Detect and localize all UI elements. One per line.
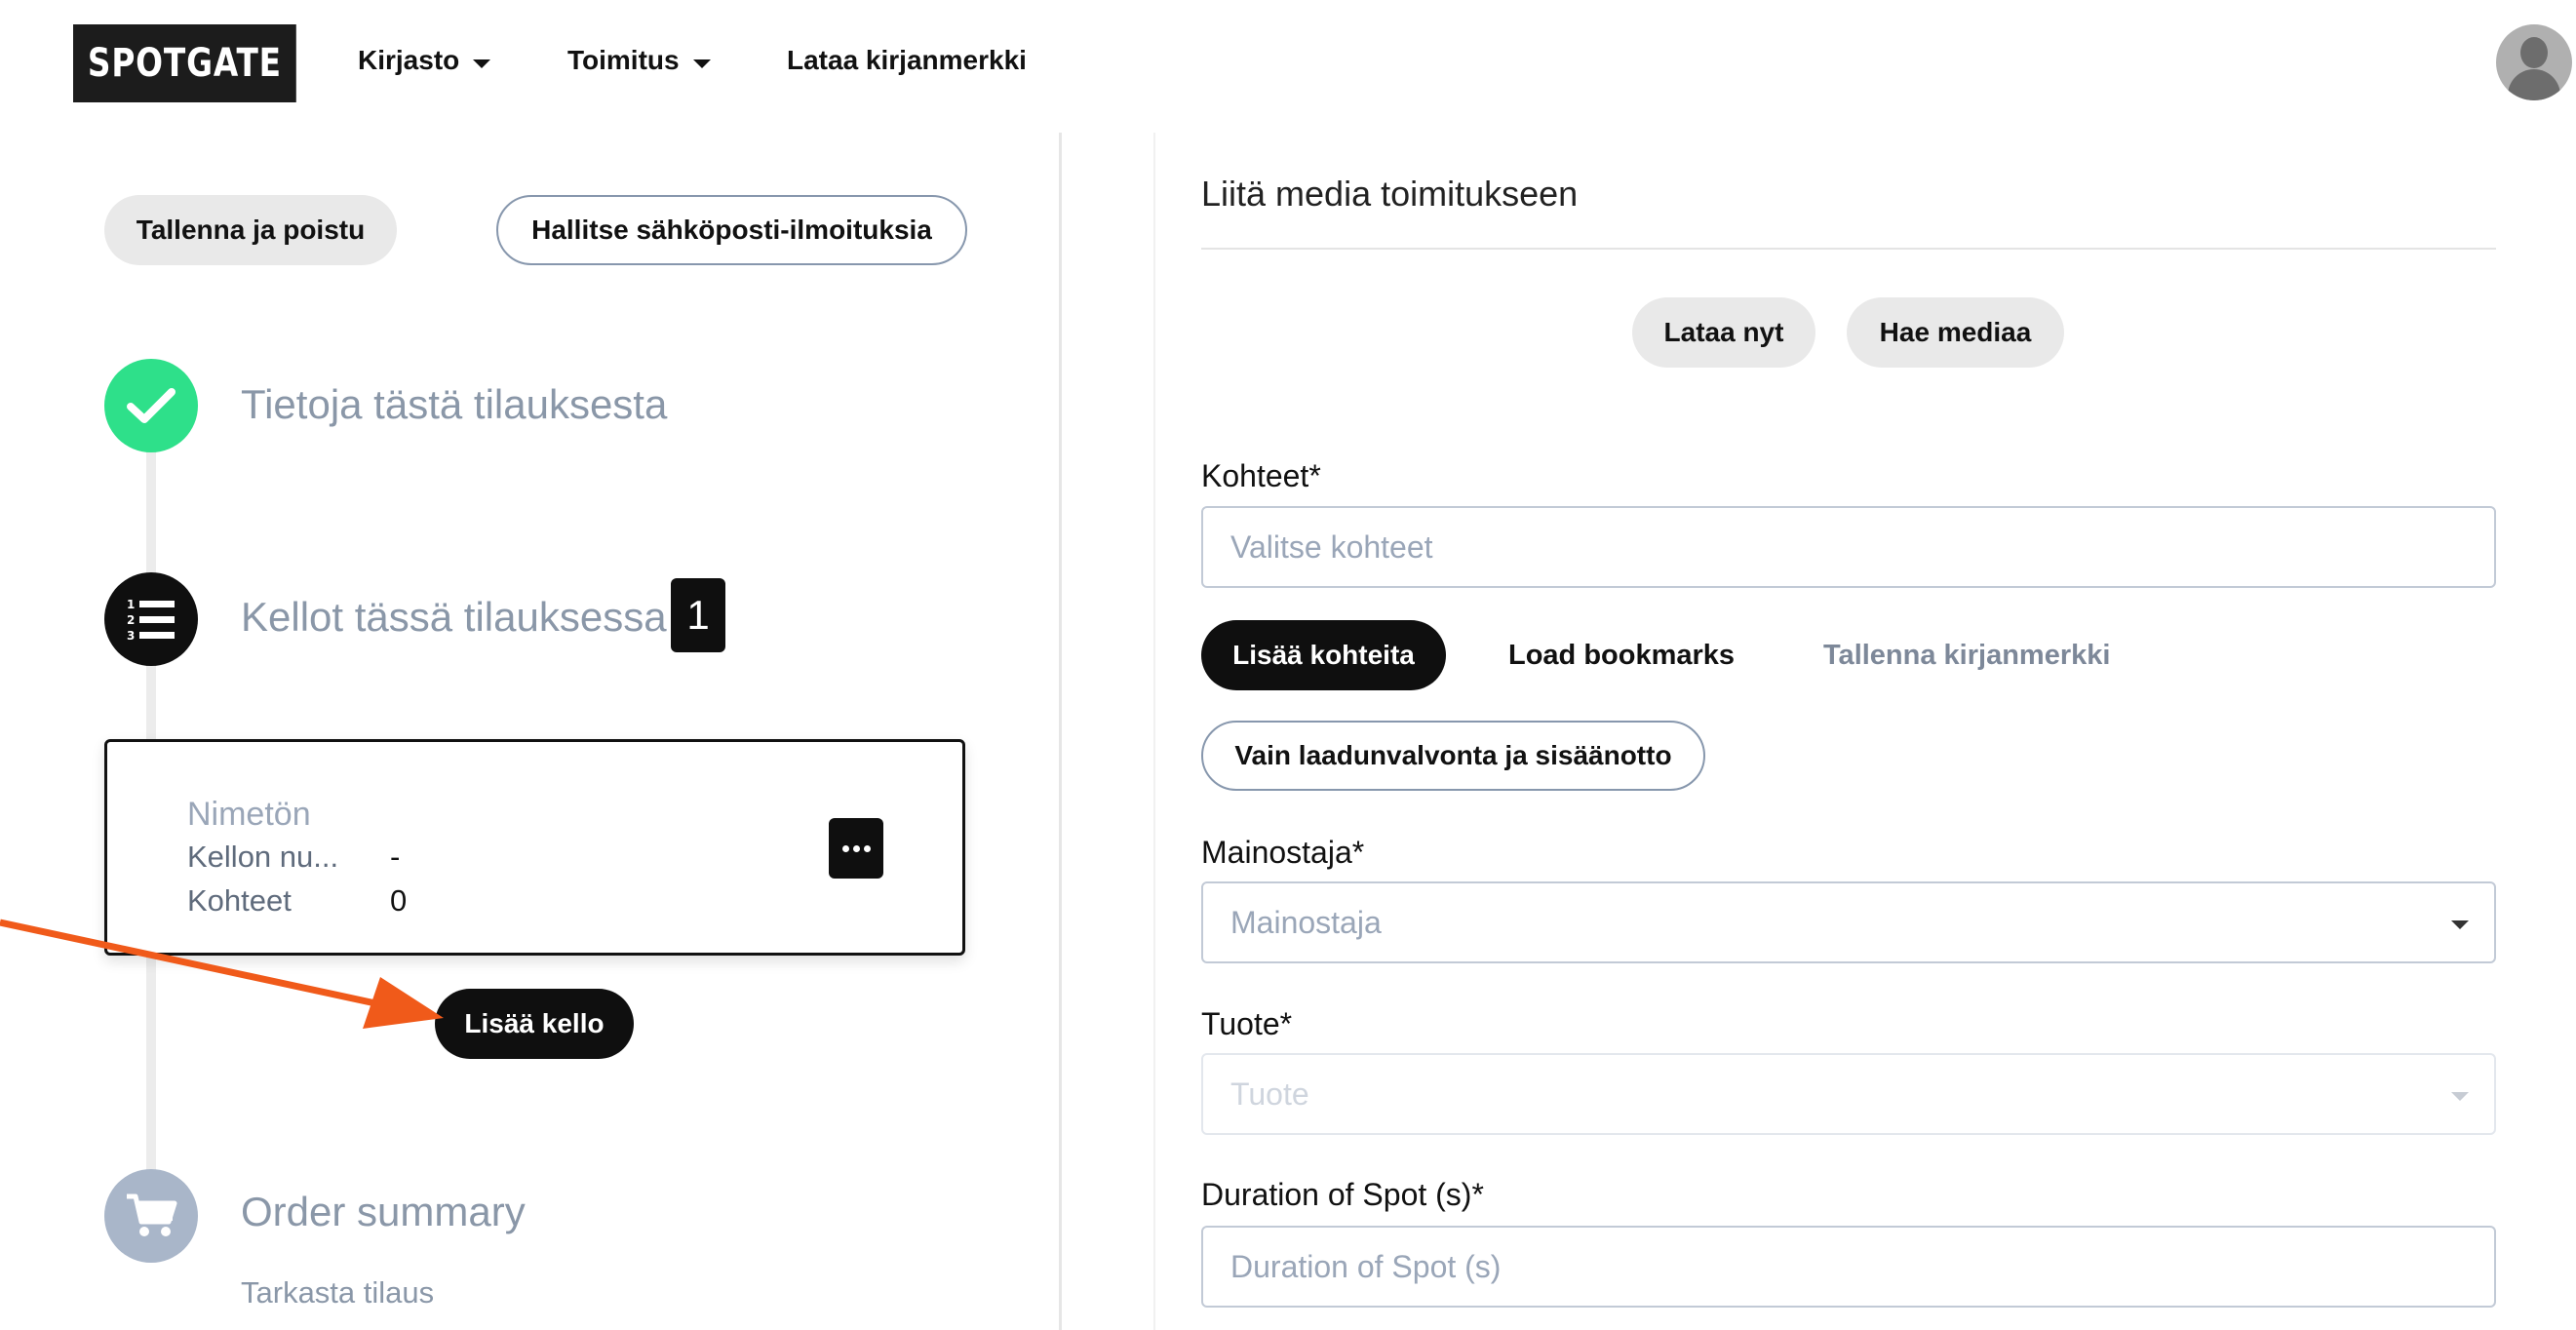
nav-kirjasto[interactable]	[358, 45, 490, 76]
step-order-info-title[interactable]: Tietoja tästä tilauksesta	[241, 381, 668, 427]
clock-targets-label: Kohteet	[187, 883, 292, 918]
clock-more-options-button[interactable]	[829, 818, 883, 879]
nav-kirjasto-label: Kirjasto	[358, 45, 460, 75]
user-avatar-icon[interactable]	[2496, 24, 2572, 100]
attach-media-title: Liitä media toimitukseen	[1201, 174, 1579, 214]
svg-text:3: 3	[127, 629, 136, 643]
advertiser-placeholder: Mainostaja	[1230, 904, 1382, 940]
targets-label: Kohteet*	[1201, 458, 1321, 493]
step-clocks-title[interactable]: Kellot tässä tilauksessa	[241, 594, 667, 640]
product-placeholder: Tuote	[1230, 1076, 1309, 1112]
ellipsis-dot-icon	[853, 845, 860, 852]
ellipsis-dot-icon	[864, 845, 871, 852]
save-and-exit-button[interactable]: Tallenna ja poistu	[104, 195, 397, 265]
review-order-link[interactable]: Tarkasta tilaus	[241, 1275, 435, 1310]
ellipsis-dot-icon	[842, 845, 849, 852]
duration-label: Duration of Spot (s)*	[1201, 1177, 1484, 1212]
chevron-down-icon	[2451, 1092, 2469, 1101]
add-clock-button[interactable]: Lisää kello	[435, 989, 634, 1059]
nav-lataa-kirjanmerkki[interactable]	[787, 45, 1027, 76]
clock-targets-value: 0	[390, 883, 408, 918]
targets-placeholder: Valitse kohteet	[1230, 528, 1433, 565]
duration-input[interactable]	[1201, 1226, 2496, 1308]
clock-number-label: Kellon nu...	[187, 840, 339, 874]
step-order-summary-title[interactable]: Order summary	[241, 1189, 526, 1234]
clock-name: Nimetön	[187, 796, 311, 833]
product-select[interactable]	[1201, 1053, 2496, 1135]
clock-count-badge: 1	[671, 578, 725, 652]
qc-and-ingest-only-button[interactable]: Vain laadunvalvonta ja sisäänotto	[1201, 721, 1705, 791]
duration-placeholder: Duration of Spot (s)	[1230, 1248, 1502, 1284]
advertiser-label: Mainostaja*	[1201, 835, 1365, 870]
nav-lataa-kirjanmerkki-label: Lataa kirjanmerkki	[787, 45, 1027, 75]
svg-text:1: 1	[127, 598, 136, 611]
manage-email-notifications-button[interactable]: Hallitse sähköposti-ilmoituksia	[496, 195, 967, 265]
product-label: Tuote*	[1201, 1006, 1293, 1041]
annotation-arrow-icon	[0, 897, 468, 1043]
avatar-body-shape	[2508, 69, 2560, 100]
upload-now-button[interactable]: Lataa nyt	[1632, 297, 1815, 368]
panel-divider	[1059, 133, 1062, 1330]
load-bookmarks-button[interactable]: Load bookmarks	[1508, 640, 1736, 671]
chevron-down-icon	[693, 59, 711, 68]
section-divider	[1201, 248, 2496, 250]
avatar-head-shape	[2520, 37, 2548, 68]
targets-select[interactable]	[1201, 506, 2496, 588]
nav-toimitus[interactable]	[567, 45, 711, 76]
panel-divider-inner	[1153, 133, 1155, 1330]
top-navigation-bar	[0, 0, 2576, 132]
fetch-media-button[interactable]: Hae mediaa	[1847, 297, 2064, 368]
clock-number-value: -	[390, 840, 401, 874]
chevron-down-icon	[473, 59, 490, 68]
cart-icon	[104, 1169, 198, 1263]
save-bookmark-button[interactable]: Tallenna kirjanmerkki	[1823, 640, 2111, 671]
chevron-down-icon	[2451, 920, 2469, 929]
numbered-list-icon	[104, 572, 198, 666]
nav-toimitus-label: Toimitus	[567, 45, 680, 75]
svg-text:2: 2	[127, 613, 136, 627]
step-complete-check-icon	[104, 359, 198, 452]
spotgate-logo[interactable]: SPOTGATE	[73, 24, 296, 102]
advertiser-select[interactable]	[1201, 881, 2496, 963]
add-targets-button[interactable]: Lisää kohteita	[1201, 620, 1446, 690]
